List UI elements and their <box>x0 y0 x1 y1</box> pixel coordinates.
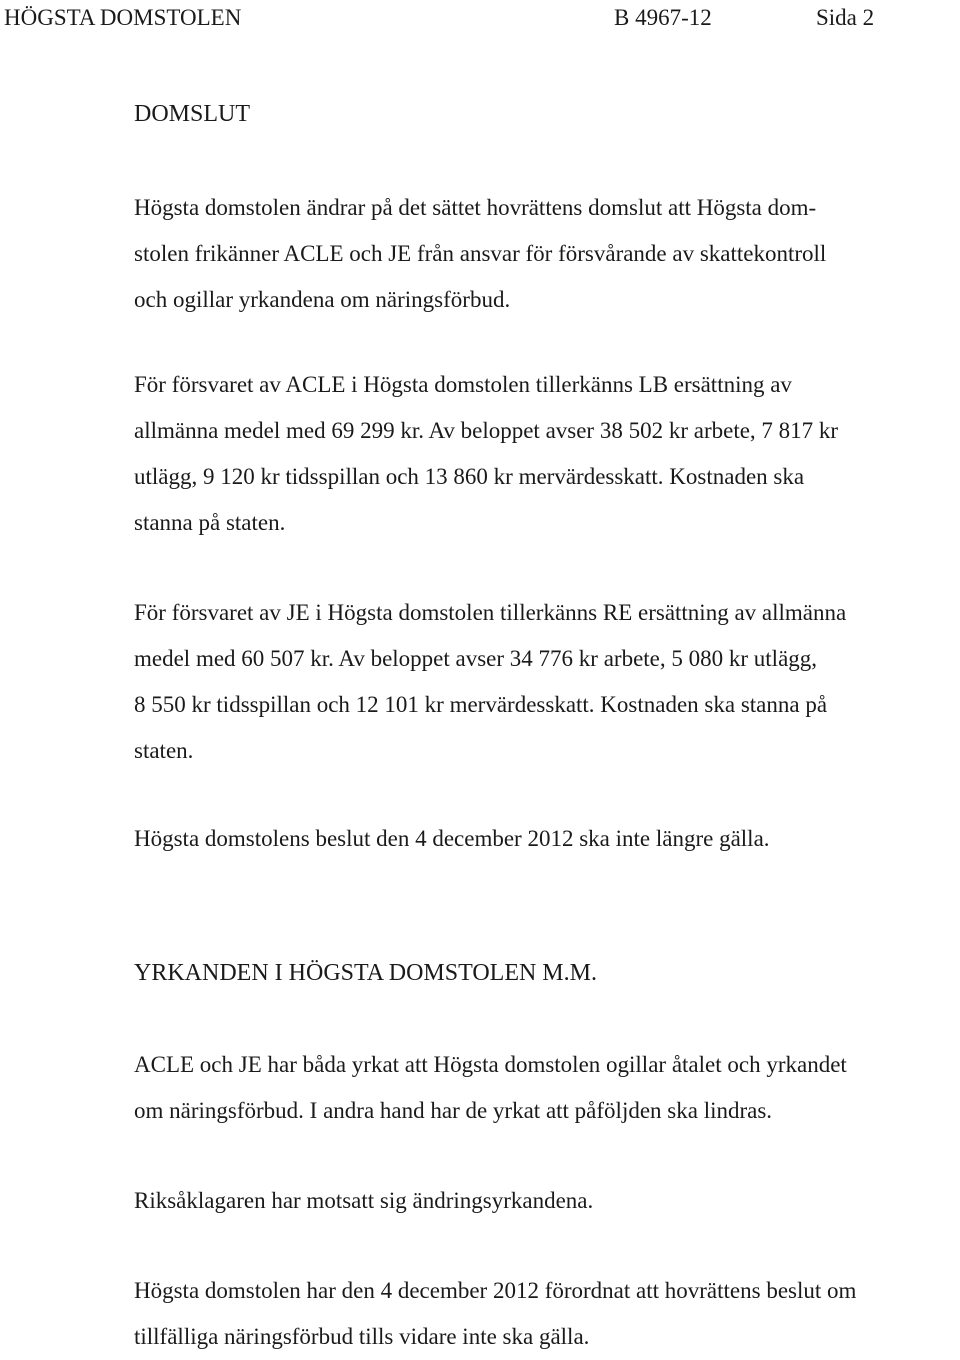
text-line: tillfälliga näringsförbud tills vidare inte ska gälla. <box>134 1324 590 1349</box>
section-heading-domslut: DOMSLUT <box>134 101 251 127</box>
paragraph-domslut-3 <box>134 590 960 774</box>
text-line: stolen frikänner ACLE och JE från ansvar för försvårande av skattekontroll <box>134 241 827 266</box>
text-line: medel med 60 507 kr. Av beloppet avser 34 776 kr arbete, 5 080 kr utlägg, <box>134 646 818 671</box>
case-number: B 4967-12 <box>614 5 712 30</box>
text-line: Riksåklagaren har motsatt sig ändringsyrkandena. <box>134 1188 594 1213</box>
paragraph-yrkanden-3 <box>134 1268 960 1360</box>
text-line: Högsta domstolen ändrar på det sättet hovrättens domslut att Högsta dom- <box>134 195 817 220</box>
section-heading-yrkanden: YRKANDEN I HÖGSTA DOMSTOLEN M.M. <box>134 960 597 986</box>
text-line: För försvaret av JE i Högsta domstolen tillerkänns RE ersättning av allmänna <box>134 600 847 625</box>
paragraph-domslut-4 <box>134 816 960 862</box>
page-number: Sida 2 <box>816 5 875 30</box>
paragraph-yrkanden-2 <box>134 1178 960 1224</box>
text-line: allmänna medel med 69 299 kr. Av beloppet avser 38 502 kr arbete, 7 817 kr <box>134 418 839 443</box>
text-line: Högsta domstolens beslut den 4 december 2012 ska inte längre gälla. <box>134 826 770 851</box>
text-line: 8 550 kr tidsspillan och 12 101 kr mervärdesskatt. Kostnaden ska stanna på <box>134 692 828 717</box>
text-line: För försvaret av ACLE i Högsta domstolen tillerkänns LB ersättning av <box>134 372 792 397</box>
text-line: staten. <box>134 738 194 763</box>
text-line: ACLE och JE har båda yrkat att Högsta domstolen ogillar åtalet och yrkandet <box>134 1052 847 1077</box>
text-line: stanna på staten. <box>134 510 286 535</box>
court-name: HÖGSTA DOMSTOLEN <box>4 5 242 30</box>
text-line: och ogillar yrkandena om näringsförbud. <box>134 287 511 312</box>
text-line: utlägg, 9 120 kr tidsspillan och 13 860 kr mervärdesskatt. Kostnaden ska <box>134 464 805 489</box>
paragraph-yrkanden-1 <box>134 1042 960 1134</box>
paragraph-domslut-2 <box>134 362 960 546</box>
text-line: om näringsförbud. I andra hand har de yrkat att påföljden ska lindras. <box>134 1098 773 1123</box>
paragraph-domslut-1 <box>134 185 960 323</box>
text-line: Högsta domstolen har den 4 december 2012 förordnat att hovrättens beslut om <box>134 1278 857 1303</box>
